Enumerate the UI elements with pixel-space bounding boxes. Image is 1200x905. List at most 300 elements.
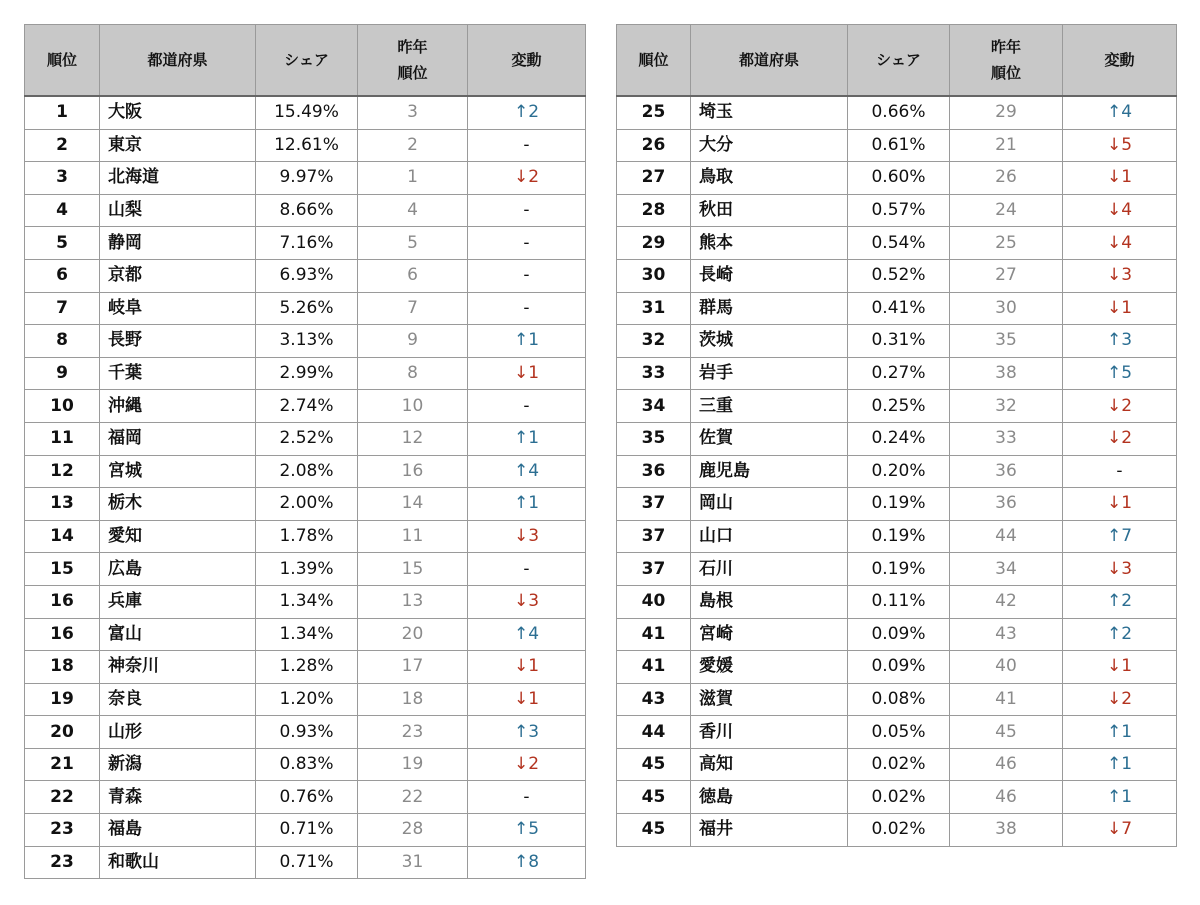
previous-rank-cell: 20 bbox=[358, 618, 468, 651]
table-row bbox=[617, 292, 1177, 325]
ranking-table-left bbox=[24, 24, 586, 879]
share-cell: 0.02% bbox=[848, 748, 950, 781]
table-row bbox=[617, 194, 1177, 227]
prefecture-cell: 秋田 bbox=[691, 194, 848, 227]
previous-rank-cell: 15 bbox=[358, 553, 468, 586]
change-cell: ↓4 bbox=[1063, 194, 1177, 227]
rank-cell: 10 bbox=[25, 390, 100, 423]
share-cell: 1.34% bbox=[256, 618, 358, 651]
share-cell: 0.08% bbox=[848, 683, 950, 716]
table-row bbox=[25, 259, 586, 292]
table-row bbox=[617, 357, 1177, 390]
prefecture-cell: 岡山 bbox=[691, 488, 848, 521]
change-cell: ↓3 bbox=[468, 585, 586, 618]
share-cell: 0.09% bbox=[848, 651, 950, 684]
change-cell: - bbox=[468, 227, 586, 260]
share-cell: 7.16% bbox=[256, 227, 358, 260]
previous-rank-cell: 16 bbox=[358, 455, 468, 488]
previous-rank-cell: 45 bbox=[950, 716, 1063, 749]
share-cell: 1.34% bbox=[256, 585, 358, 618]
table-row bbox=[25, 488, 586, 521]
prefecture-cell: 宮城 bbox=[100, 455, 256, 488]
rank-cell: 19 bbox=[25, 683, 100, 716]
change-cell: ↑7 bbox=[1063, 520, 1177, 553]
previous-rank-cell: 12 bbox=[358, 422, 468, 455]
share-cell: 15.49% bbox=[256, 96, 358, 129]
table-row bbox=[617, 488, 1177, 521]
previous-rank-cell: 46 bbox=[950, 748, 1063, 781]
share-cell: 0.61% bbox=[848, 129, 950, 162]
change-cell: ↑3 bbox=[1063, 325, 1177, 358]
rank-cell: 45 bbox=[617, 781, 691, 814]
previous-rank-cell: 28 bbox=[358, 814, 468, 847]
prefecture-cell: 和歌山 bbox=[100, 846, 256, 879]
share-cell: 0.60% bbox=[848, 162, 950, 195]
previous-rank-cell: 35 bbox=[950, 325, 1063, 358]
prefecture-cell: 青森 bbox=[100, 781, 256, 814]
table-row bbox=[25, 846, 586, 879]
previous-rank-cell: 4 bbox=[358, 194, 468, 227]
share-cell: 2.08% bbox=[256, 455, 358, 488]
previous-rank-cell: 44 bbox=[950, 520, 1063, 553]
header-share: シェア bbox=[256, 25, 358, 97]
rank-cell: 1 bbox=[25, 96, 100, 129]
share-cell: 0.25% bbox=[848, 390, 950, 423]
table-row bbox=[25, 748, 586, 781]
share-cell: 2.00% bbox=[256, 488, 358, 521]
prefecture-cell: 奈良 bbox=[100, 683, 256, 716]
table-row bbox=[25, 162, 586, 195]
prefecture-cell: 山形 bbox=[100, 716, 256, 749]
table-row bbox=[25, 651, 586, 684]
share-cell: 0.02% bbox=[848, 781, 950, 814]
header-row bbox=[617, 25, 1177, 97]
rank-cell: 21 bbox=[25, 748, 100, 781]
table-row bbox=[617, 129, 1177, 162]
previous-rank-cell: 43 bbox=[950, 618, 1063, 651]
share-cell: 5.26% bbox=[256, 292, 358, 325]
prefecture-cell: 熊本 bbox=[691, 227, 848, 260]
prefecture-cell: 香川 bbox=[691, 716, 848, 749]
rank-cell: 23 bbox=[25, 814, 100, 847]
table-row bbox=[25, 585, 586, 618]
table-row bbox=[617, 748, 1177, 781]
change-cell: ↑4 bbox=[1063, 96, 1177, 129]
change-cell: ↑1 bbox=[468, 488, 586, 521]
share-cell: 1.28% bbox=[256, 651, 358, 684]
change-cell: ↓3 bbox=[468, 520, 586, 553]
previous-rank-cell: 21 bbox=[950, 129, 1063, 162]
change-cell: ↓1 bbox=[468, 651, 586, 684]
rank-cell: 29 bbox=[617, 227, 691, 260]
change-cell: ↑5 bbox=[1063, 357, 1177, 390]
table-row bbox=[25, 325, 586, 358]
change-cell: ↑1 bbox=[1063, 781, 1177, 814]
table-row bbox=[25, 814, 586, 847]
share-cell: 0.05% bbox=[848, 716, 950, 749]
previous-rank-cell: 46 bbox=[950, 781, 1063, 814]
table-row bbox=[25, 553, 586, 586]
table-row bbox=[617, 553, 1177, 586]
rank-cell: 7 bbox=[25, 292, 100, 325]
change-cell: ↓5 bbox=[1063, 129, 1177, 162]
change-cell: ↓3 bbox=[1063, 553, 1177, 586]
prefecture-cell: 神奈川 bbox=[100, 651, 256, 684]
prefecture-cell: 新潟 bbox=[100, 748, 256, 781]
share-cell: 2.99% bbox=[256, 357, 358, 390]
change-cell: - bbox=[468, 194, 586, 227]
table-row bbox=[25, 96, 586, 129]
header-previous-rank bbox=[358, 25, 468, 97]
rank-cell: 45 bbox=[617, 814, 691, 847]
share-cell: 0.24% bbox=[848, 422, 950, 455]
table-row bbox=[617, 520, 1177, 553]
share-cell: 0.27% bbox=[848, 357, 950, 390]
prefecture-cell: 愛知 bbox=[100, 520, 256, 553]
table-row bbox=[25, 292, 586, 325]
table-row bbox=[25, 683, 586, 716]
prefecture-cell: 群馬 bbox=[691, 292, 848, 325]
previous-rank-cell: 40 bbox=[950, 651, 1063, 684]
previous-rank-cell: 23 bbox=[358, 716, 468, 749]
share-cell: 0.09% bbox=[848, 618, 950, 651]
table-body-right bbox=[617, 96, 1177, 846]
rank-cell: 30 bbox=[617, 259, 691, 292]
previous-rank-cell: 11 bbox=[358, 520, 468, 553]
previous-rank-cell: 2 bbox=[358, 129, 468, 162]
prefecture-cell: 福島 bbox=[100, 814, 256, 847]
table-row bbox=[617, 390, 1177, 423]
change-cell: - bbox=[1063, 455, 1177, 488]
table-row bbox=[25, 194, 586, 227]
table-row bbox=[25, 422, 586, 455]
header-previous-rank-line1: 昨年 bbox=[397, 38, 428, 56]
prefecture-cell: 岩手 bbox=[691, 357, 848, 390]
prefecture-cell: 大阪 bbox=[100, 96, 256, 129]
previous-rank-cell: 10 bbox=[358, 390, 468, 423]
rank-cell: 18 bbox=[25, 651, 100, 684]
share-cell: 0.19% bbox=[848, 520, 950, 553]
share-cell: 6.93% bbox=[256, 259, 358, 292]
change-cell: ↓1 bbox=[1063, 162, 1177, 195]
previous-rank-cell: 30 bbox=[950, 292, 1063, 325]
prefecture-cell: 栃木 bbox=[100, 488, 256, 521]
previous-rank-cell: 38 bbox=[950, 357, 1063, 390]
previous-rank-cell: 5 bbox=[358, 227, 468, 260]
previous-rank-cell: 8 bbox=[358, 357, 468, 390]
prefecture-cell: 山口 bbox=[691, 520, 848, 553]
rank-cell: 28 bbox=[617, 194, 691, 227]
header-previous-rank bbox=[950, 25, 1063, 97]
prefecture-cell: 佐賀 bbox=[691, 422, 848, 455]
change-cell: ↑1 bbox=[468, 422, 586, 455]
prefecture-cell: 島根 bbox=[691, 585, 848, 618]
table-row bbox=[617, 422, 1177, 455]
share-cell: 0.76% bbox=[256, 781, 358, 814]
header-prefecture: 都道府県 bbox=[100, 25, 256, 97]
share-cell: 3.13% bbox=[256, 325, 358, 358]
previous-rank-cell: 29 bbox=[950, 96, 1063, 129]
change-cell: ↓7 bbox=[1063, 814, 1177, 847]
previous-rank-cell: 7 bbox=[358, 292, 468, 325]
rank-cell: 31 bbox=[617, 292, 691, 325]
table-row bbox=[25, 227, 586, 260]
rank-cell: 9 bbox=[25, 357, 100, 390]
share-cell: 0.71% bbox=[256, 814, 358, 847]
change-cell: ↑2 bbox=[1063, 585, 1177, 618]
change-cell: - bbox=[468, 553, 586, 586]
prefecture-cell: 三重 bbox=[691, 390, 848, 423]
share-cell: 9.97% bbox=[256, 162, 358, 195]
rank-cell: 14 bbox=[25, 520, 100, 553]
change-cell: - bbox=[468, 259, 586, 292]
prefecture-cell: 愛媛 bbox=[691, 651, 848, 684]
table-row bbox=[25, 781, 586, 814]
prefecture-cell: 北海道 bbox=[100, 162, 256, 195]
share-cell: 0.93% bbox=[256, 716, 358, 749]
rank-cell: 41 bbox=[617, 618, 691, 651]
share-cell: 0.19% bbox=[848, 553, 950, 586]
rank-cell: 2 bbox=[25, 129, 100, 162]
ranking-table-right bbox=[616, 24, 1177, 847]
share-cell: 0.57% bbox=[848, 194, 950, 227]
previous-rank-cell: 17 bbox=[358, 651, 468, 684]
rank-cell: 26 bbox=[617, 129, 691, 162]
table-row bbox=[25, 455, 586, 488]
rank-cell: 35 bbox=[617, 422, 691, 455]
rank-cell: 12 bbox=[25, 455, 100, 488]
rank-cell: 25 bbox=[617, 96, 691, 129]
prefecture-cell: 高知 bbox=[691, 748, 848, 781]
table-row bbox=[25, 520, 586, 553]
change-cell: ↑4 bbox=[468, 455, 586, 488]
header-change: 変動 bbox=[468, 25, 586, 97]
rank-cell: 45 bbox=[617, 748, 691, 781]
header-previous-rank-line2: 順位 bbox=[397, 64, 428, 82]
rank-cell: 4 bbox=[25, 194, 100, 227]
prefecture-cell: 富山 bbox=[100, 618, 256, 651]
table-row bbox=[617, 585, 1177, 618]
table-row bbox=[617, 618, 1177, 651]
table-row bbox=[617, 651, 1177, 684]
share-cell: 8.66% bbox=[256, 194, 358, 227]
change-cell: - bbox=[468, 390, 586, 423]
change-cell: - bbox=[468, 129, 586, 162]
rank-cell: 6 bbox=[25, 259, 100, 292]
rank-cell: 37 bbox=[617, 488, 691, 521]
previous-rank-cell: 34 bbox=[950, 553, 1063, 586]
previous-rank-cell: 38 bbox=[950, 814, 1063, 847]
change-cell: ↓2 bbox=[1063, 390, 1177, 423]
previous-rank-cell: 32 bbox=[950, 390, 1063, 423]
table-row bbox=[25, 390, 586, 423]
rank-cell: 34 bbox=[617, 390, 691, 423]
previous-rank-cell: 36 bbox=[950, 488, 1063, 521]
rank-cell: 36 bbox=[617, 455, 691, 488]
prefecture-cell: 広島 bbox=[100, 553, 256, 586]
rank-cell: 40 bbox=[617, 585, 691, 618]
share-cell: 0.71% bbox=[256, 846, 358, 879]
change-cell: - bbox=[468, 781, 586, 814]
previous-rank-cell: 1 bbox=[358, 162, 468, 195]
table-row bbox=[25, 618, 586, 651]
rank-cell: 33 bbox=[617, 357, 691, 390]
change-cell: ↓1 bbox=[468, 357, 586, 390]
change-cell: ↑8 bbox=[468, 846, 586, 879]
previous-rank-cell: 33 bbox=[950, 422, 1063, 455]
table-row bbox=[25, 129, 586, 162]
table-row bbox=[617, 683, 1177, 716]
prefecture-cell: 茨城 bbox=[691, 325, 848, 358]
prefecture-cell: 静岡 bbox=[100, 227, 256, 260]
rank-cell: 37 bbox=[617, 520, 691, 553]
prefecture-cell: 千葉 bbox=[100, 357, 256, 390]
prefecture-cell: 兵庫 bbox=[100, 585, 256, 618]
change-cell: ↑1 bbox=[1063, 748, 1177, 781]
change-cell: ↓1 bbox=[1063, 292, 1177, 325]
change-cell: ↑3 bbox=[468, 716, 586, 749]
rank-cell: 32 bbox=[617, 325, 691, 358]
header-rank: 順位 bbox=[617, 25, 691, 97]
header-row bbox=[25, 25, 586, 97]
prefecture-cell: 大分 bbox=[691, 129, 848, 162]
change-cell: ↓2 bbox=[468, 748, 586, 781]
previous-rank-cell: 13 bbox=[358, 585, 468, 618]
prefecture-cell: 徳島 bbox=[691, 781, 848, 814]
rank-cell: 13 bbox=[25, 488, 100, 521]
header-previous-rank-line1: 昨年 bbox=[990, 38, 1021, 56]
rank-cell: 8 bbox=[25, 325, 100, 358]
prefecture-cell: 長野 bbox=[100, 325, 256, 358]
prefecture-cell: 山梨 bbox=[100, 194, 256, 227]
change-cell: ↑1 bbox=[1063, 716, 1177, 749]
prefecture-cell: 岐阜 bbox=[100, 292, 256, 325]
prefecture-cell: 宮崎 bbox=[691, 618, 848, 651]
previous-rank-cell: 3 bbox=[358, 96, 468, 129]
rank-cell: 11 bbox=[25, 422, 100, 455]
change-cell: ↑5 bbox=[468, 814, 586, 847]
change-cell: ↓1 bbox=[468, 683, 586, 716]
prefecture-cell: 京都 bbox=[100, 259, 256, 292]
share-cell: 0.52% bbox=[848, 259, 950, 292]
share-cell: 0.66% bbox=[848, 96, 950, 129]
rank-cell: 15 bbox=[25, 553, 100, 586]
header-rank: 順位 bbox=[25, 25, 100, 97]
table-row bbox=[617, 325, 1177, 358]
rank-cell: 44 bbox=[617, 716, 691, 749]
previous-rank-cell: 41 bbox=[950, 683, 1063, 716]
previous-rank-cell: 14 bbox=[358, 488, 468, 521]
prefecture-cell: 鳥取 bbox=[691, 162, 848, 195]
table-row bbox=[617, 781, 1177, 814]
share-cell: 0.31% bbox=[848, 325, 950, 358]
change-cell: ↑1 bbox=[468, 325, 586, 358]
share-cell: 1.39% bbox=[256, 553, 358, 586]
table-row bbox=[617, 162, 1177, 195]
share-cell: 0.02% bbox=[848, 814, 950, 847]
table-row bbox=[617, 455, 1177, 488]
table-row bbox=[617, 259, 1177, 292]
rank-cell: 16 bbox=[25, 585, 100, 618]
header-prefecture: 都道府県 bbox=[691, 25, 848, 97]
share-cell: 1.20% bbox=[256, 683, 358, 716]
share-cell: 0.83% bbox=[256, 748, 358, 781]
prefecture-cell: 滋賀 bbox=[691, 683, 848, 716]
rank-cell: 37 bbox=[617, 553, 691, 586]
change-cell: ↓1 bbox=[1063, 651, 1177, 684]
prefecture-cell: 東京 bbox=[100, 129, 256, 162]
table-row bbox=[617, 227, 1177, 260]
previous-rank-cell: 24 bbox=[950, 194, 1063, 227]
change-cell: ↓1 bbox=[1063, 488, 1177, 521]
change-cell: - bbox=[468, 292, 586, 325]
table-row bbox=[25, 357, 586, 390]
change-cell: ↑2 bbox=[468, 96, 586, 129]
rank-cell: 27 bbox=[617, 162, 691, 195]
change-cell: ↓2 bbox=[468, 162, 586, 195]
share-cell: 2.52% bbox=[256, 422, 358, 455]
table-row bbox=[25, 716, 586, 749]
prefecture-cell: 福井 bbox=[691, 814, 848, 847]
change-cell: ↓3 bbox=[1063, 259, 1177, 292]
rank-cell: 43 bbox=[617, 683, 691, 716]
table-row bbox=[617, 814, 1177, 847]
previous-rank-cell: 26 bbox=[950, 162, 1063, 195]
rank-cell: 16 bbox=[25, 618, 100, 651]
previous-rank-cell: 19 bbox=[358, 748, 468, 781]
previous-rank-cell: 9 bbox=[358, 325, 468, 358]
previous-rank-cell: 22 bbox=[358, 781, 468, 814]
table-row bbox=[617, 96, 1177, 129]
prefecture-cell: 鹿児島 bbox=[691, 455, 848, 488]
share-cell: 0.20% bbox=[848, 455, 950, 488]
share-cell: 0.41% bbox=[848, 292, 950, 325]
share-cell: 2.74% bbox=[256, 390, 358, 423]
header-share: シェア bbox=[848, 25, 950, 97]
share-cell: 1.78% bbox=[256, 520, 358, 553]
previous-rank-cell: 36 bbox=[950, 455, 1063, 488]
rank-cell: 20 bbox=[25, 716, 100, 749]
share-cell: 12.61% bbox=[256, 129, 358, 162]
previous-rank-cell: 42 bbox=[950, 585, 1063, 618]
rank-cell: 5 bbox=[25, 227, 100, 260]
prefecture-cell: 沖縄 bbox=[100, 390, 256, 423]
prefecture-cell: 福岡 bbox=[100, 422, 256, 455]
rank-cell: 41 bbox=[617, 651, 691, 684]
change-cell: ↓2 bbox=[1063, 422, 1177, 455]
change-cell: ↑2 bbox=[1063, 618, 1177, 651]
rank-cell: 3 bbox=[25, 162, 100, 195]
share-cell: 0.11% bbox=[848, 585, 950, 618]
previous-rank-cell: 27 bbox=[950, 259, 1063, 292]
change-cell: ↓2 bbox=[1063, 683, 1177, 716]
table-body-left bbox=[25, 96, 586, 879]
previous-rank-cell: 6 bbox=[358, 259, 468, 292]
change-cell: ↑4 bbox=[468, 618, 586, 651]
rank-cell: 22 bbox=[25, 781, 100, 814]
share-cell: 0.54% bbox=[848, 227, 950, 260]
prefecture-cell: 埼玉 bbox=[691, 96, 848, 129]
header-previous-rank-line2: 順位 bbox=[990, 64, 1021, 82]
rank-cell: 23 bbox=[25, 846, 100, 879]
previous-rank-cell: 25 bbox=[950, 227, 1063, 260]
table-row bbox=[617, 716, 1177, 749]
header-change: 変動 bbox=[1063, 25, 1177, 97]
prefecture-cell: 長崎 bbox=[691, 259, 848, 292]
previous-rank-cell: 18 bbox=[358, 683, 468, 716]
previous-rank-cell: 31 bbox=[358, 846, 468, 879]
prefecture-cell: 石川 bbox=[691, 553, 848, 586]
